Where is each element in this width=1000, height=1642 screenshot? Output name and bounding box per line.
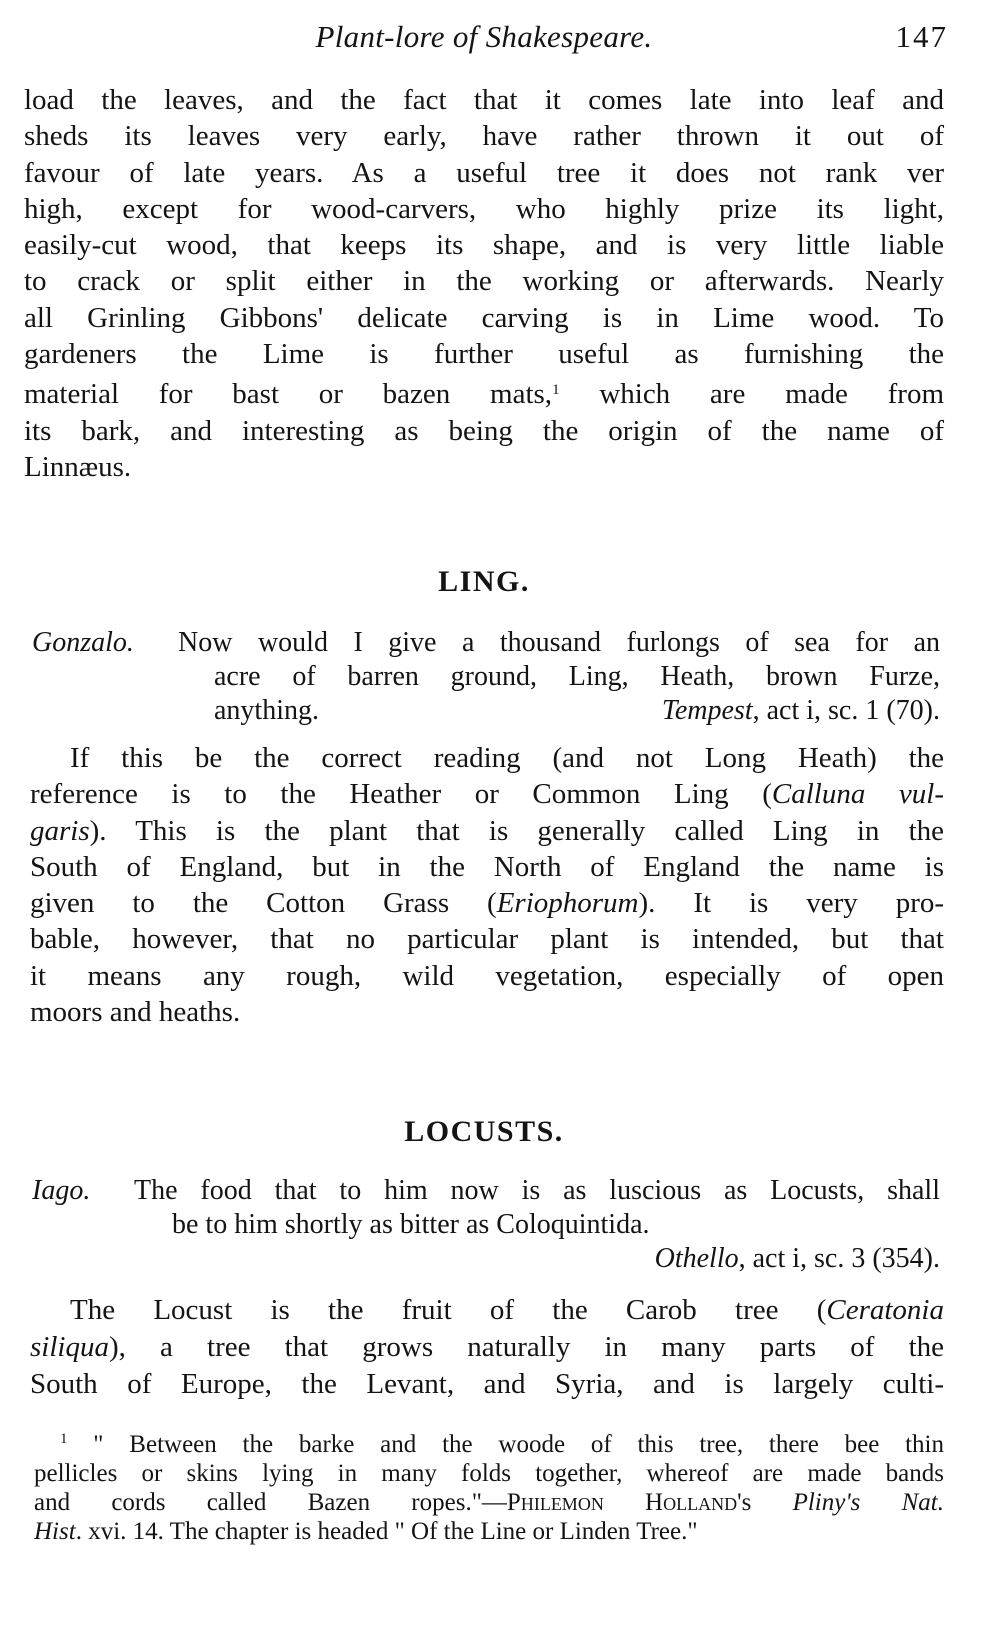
footnote-line: pellicles or skins lying in many folds together, whereof are made bands: [34, 1460, 944, 1487]
intro-paragraph: [24, 82, 944, 485]
text-run: ), a tree that grows naturally in many parts of the: [108, 1331, 944, 1363]
text-run: ). This is the plant that is generally called Ling in the: [89, 814, 944, 847]
text-run: given to the Cotton Grass (: [30, 887, 497, 920]
text-run: reference is to the Heather or Common Ling (: [30, 778, 772, 811]
latin-name: Eriophorum: [496, 887, 639, 920]
author-name: Philemon Holland: [506, 1489, 738, 1516]
text-line: [30, 1292, 944, 1329]
text-line: If this be the correct reading (and not Long Heath) the: [70, 742, 944, 774]
text-line: high, except for wood-carvers, who highly prize its light,: [24, 192, 944, 225]
text-line: [30, 885, 944, 921]
quote-speaker: Gonzalo.: [32, 627, 134, 658]
ling-quotation: [32, 626, 944, 736]
footnote-line: [34, 1517, 944, 1546]
text-run: ). It is very pro-: [638, 887, 945, 920]
quote-line: be to him shortly as bitter as Coloquintida.: [172, 1209, 650, 1240]
footnote-line: [34, 1425, 944, 1459]
text-line: to crack or split either in the working or afterwards. Nearly: [24, 265, 944, 298]
text-line: sheds its leaves very early, have rather thrown it out of: [24, 120, 944, 153]
text-line: load the leaves, and the fact that it comes late into leaf and: [24, 84, 944, 116]
footnote-reference: 1: [552, 382, 560, 399]
page-number: 147: [895, 19, 948, 54]
work-title: Hist: [34, 1518, 76, 1545]
text-line: easily-cut wood, that keeps its shape, and is very little liable: [24, 229, 944, 262]
text-line: bable, however, that no particular plant is intended, but that: [30, 923, 944, 956]
act-scene: , act i, sc. 3 (354).: [738, 1243, 940, 1274]
footnote: [34, 1425, 944, 1546]
section-heading-ling: LING.: [438, 565, 530, 598]
quote-reference: [655, 1242, 940, 1276]
quote-line: acre of barren ground, Ling, Heath, brown Furze,: [214, 661, 940, 692]
text-line: South of England, but in the North of England the name is: [30, 850, 944, 883]
text-run: material for bast or bazen mats,: [24, 378, 553, 411]
text-line: [30, 776, 944, 812]
text-run: " Between the barke and the woode of this tree, there bee thin: [93, 1431, 944, 1458]
locusts-quotation: [32, 1174, 944, 1278]
quote-line: The food that to him now is as luscious as Locusts, shall: [134, 1175, 940, 1206]
text-line: Linnæus.: [24, 450, 132, 483]
text-line: moors and heaths.: [30, 996, 241, 1029]
text-line: all Grinling Gibbons' delicate carving is in Lime wood. To: [24, 301, 944, 334]
footnote-marker: 1: [60, 1431, 68, 1447]
text-line: gardeners the Lime is further useful as furnishing the: [24, 338, 944, 371]
running-head: [0, 14, 1000, 60]
text-run: which are made from: [599, 378, 944, 411]
text-line: [30, 1329, 944, 1366]
text-line: favour of late years. As a useful tree it does not rank ver: [24, 156, 944, 189]
latin-name: garis: [30, 814, 90, 847]
text-run: 's: [737, 1489, 793, 1516]
quote-line: Now would I give a thousand furlongs of sea for an: [178, 627, 940, 658]
text-run: and cords called Bazen ropes."—: [34, 1489, 507, 1516]
latin-name: Ceratonia: [826, 1294, 944, 1326]
text-run: . xvi. 14. The chapter is headed " Of the Line or Linden Tree.": [75, 1518, 698, 1545]
ling-paragraph: [30, 740, 944, 1030]
play-title: Tempest: [661, 695, 753, 726]
quote-line: anything.: [214, 695, 319, 726]
text-line: [30, 813, 944, 849]
locusts-paragraph: [30, 1292, 944, 1403]
text-line: it means any rough, wild vegetation, especially of open: [30, 959, 944, 992]
quote-speaker: Iago.: [32, 1175, 91, 1206]
work-title: Pliny's Nat.: [792, 1489, 944, 1516]
running-title: Plant-lore of Shakespeare.: [315, 19, 653, 54]
act-scene: , act i, sc. 1 (70).: [752, 695, 940, 726]
text-run: The Locust is the fruit of the Carob tree (: [70, 1294, 827, 1326]
latin-name: Calluna vul-: [771, 778, 944, 811]
text-line: [24, 372, 944, 412]
text-line: South of Europe, the Levant, and Syria, and is largely culti-: [30, 1368, 944, 1400]
footnote-line: [34, 1488, 944, 1517]
play-title: Othello: [654, 1243, 739, 1274]
quote-reference: [662, 694, 940, 728]
text-line: its bark, and interesting as being the origin of the name of: [24, 414, 944, 447]
latin-name: siliqua: [30, 1331, 109, 1363]
section-heading-locusts: LOCUSTS.: [404, 1115, 564, 1148]
